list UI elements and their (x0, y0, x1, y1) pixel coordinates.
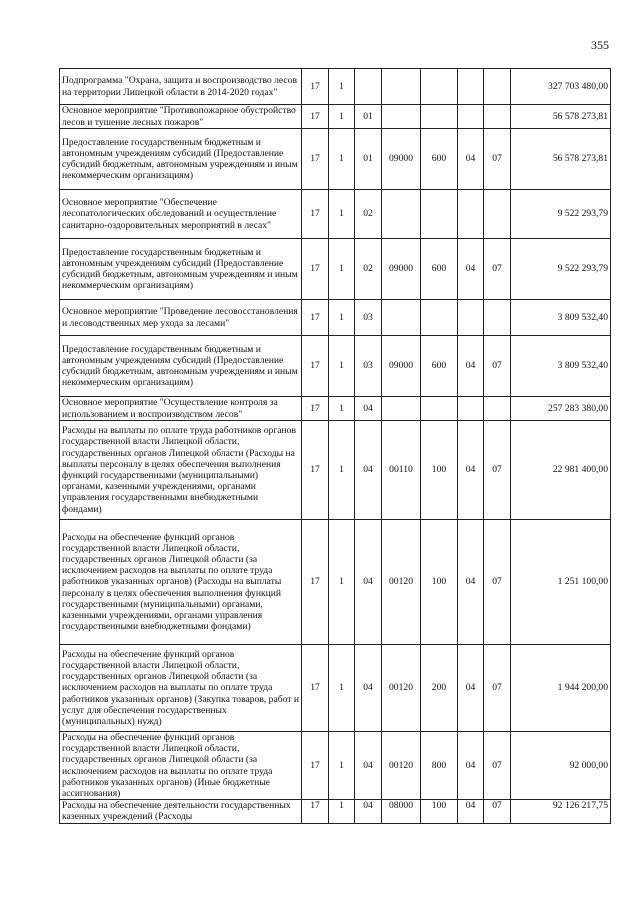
subsection-code: 02 (355, 190, 382, 239)
subsection-code: 04 (355, 397, 382, 421)
subsection-code: 03 (355, 300, 382, 336)
division-code (458, 105, 484, 129)
table-row (60, 300, 611, 336)
expense-type-code: 100 (421, 520, 458, 645)
chapter-code: 17 (302, 421, 329, 520)
expense-type-code (421, 105, 458, 129)
division-code (458, 300, 484, 336)
row-description: Основное мероприятие "Осуществление контроля за использованием и воспроизводством лесов" (60, 397, 302, 421)
section-code: 1 (329, 732, 355, 800)
table-row (60, 336, 611, 397)
chapter-code: 17 (302, 336, 329, 397)
section-code: 1 (329, 421, 355, 520)
page-number: 355 (591, 38, 609, 52)
table-row (60, 421, 611, 520)
target-item-code: 00120 (382, 520, 421, 645)
expense-type-code (421, 69, 458, 105)
section-code: 1 (329, 105, 355, 129)
target-item-code: 09000 (382, 239, 421, 300)
subsection-code: 03 (355, 336, 382, 397)
row-description: Основное мероприятие "Проведение лесовосстановления и лесоводственных мер ухода за лесами" (60, 300, 302, 336)
division-code: 04 (458, 732, 484, 800)
division-code (458, 69, 484, 105)
target-item-code (382, 397, 421, 421)
chapter-code: 17 (302, 520, 329, 645)
division-code: 04 (458, 239, 484, 300)
subdivision-code: 07 (484, 800, 511, 824)
subdivision-code: 07 (484, 645, 511, 732)
target-item-code (382, 190, 421, 239)
division-code: 04 (458, 800, 484, 824)
amount-value: 1 251 100,00 (511, 520, 611, 645)
division-code: 04 (458, 520, 484, 645)
expense-type-code: 800 (421, 732, 458, 800)
row-description: Предоставление государственным бюджетным и автономным учреждениям субсидий (Предоставление субсидий бюджетным, автономным учреждениям и иным некоммерческим организациям) (60, 129, 302, 190)
division-code (458, 190, 484, 239)
amount-value: 9 522 293,79 (511, 239, 611, 300)
subdivision-code: 07 (484, 520, 511, 645)
expense-type-code: 100 (421, 800, 458, 824)
division-code (458, 397, 484, 421)
subdivision-code: 07 (484, 239, 511, 300)
amount-value: 56 578 273,81 (511, 105, 611, 129)
row-description: Предоставление государственным бюджетным и автономным учреждениям субсидий (Предоставление субсидий бюджетным, автономным учреждениям и иным некоммерческим организациям) (60, 239, 302, 300)
division-code: 04 (458, 336, 484, 397)
table-row (60, 190, 611, 239)
expense-type-code (421, 190, 458, 239)
row-description: Основное мероприятие "Противопожарное обустройство лесов и тушение лесных пожаров" (60, 105, 302, 129)
expense-type-code: 200 (421, 645, 458, 732)
amount-value: 56 578 273,81 (511, 129, 611, 190)
row-description: Предоставление государственным бюджетным и автономным учреждениям субсидий (Предоставление субсидий бюджетным, автономным учреждениям и иным некоммерческим организациям) (60, 336, 302, 397)
target-item-code: 00110 (382, 421, 421, 520)
table-row (60, 800, 611, 824)
chapter-code: 17 (302, 300, 329, 336)
subdivision-code (484, 190, 511, 239)
subsection-code: 04 (355, 732, 382, 800)
amount-value: 22 981 400,00 (511, 421, 611, 520)
amount-value: 327 703 480,00 (511, 69, 611, 105)
target-item-code: 00120 (382, 732, 421, 800)
section-code: 1 (329, 300, 355, 336)
chapter-code: 17 (302, 239, 329, 300)
table-row (60, 397, 611, 421)
chapter-code: 17 (302, 732, 329, 800)
expense-type-code: 600 (421, 129, 458, 190)
chapter-code: 17 (302, 397, 329, 421)
amount-value: 3 809 532,40 (511, 336, 611, 397)
target-item-code (382, 300, 421, 336)
budget-table (59, 68, 611, 824)
section-code: 1 (329, 800, 355, 824)
section-code: 1 (329, 190, 355, 239)
section-code: 1 (329, 645, 355, 732)
subsection-code: 04 (355, 800, 382, 824)
expense-type-code: 100 (421, 421, 458, 520)
division-code: 04 (458, 421, 484, 520)
row-description: Расходы на обеспечение функций органов государственной власти Липецкой области, государственных органов Липецкой области (за исключением расходов на выплаты по оплате труда работников указанных органов) (Иные бюджетные ассигнования) (60, 732, 302, 800)
target-item-code: 09000 (382, 129, 421, 190)
expense-type-code (421, 300, 458, 336)
subsection-code: 04 (355, 520, 382, 645)
row-description: Основное мероприятие "Обеспечение лесопатологических обследований и осуществление санитарно-оздоровительных мероприятий в лесах" (60, 190, 302, 239)
section-code: 1 (329, 397, 355, 421)
table-row (60, 732, 611, 800)
subdivision-code: 07 (484, 129, 511, 190)
amount-value: 92 126 217,75 (511, 800, 611, 824)
division-code: 04 (458, 129, 484, 190)
subsection-code: 01 (355, 129, 382, 190)
row-description: Расходы на выплаты по оплате труда работников органов государственной власти Липецкой области, государственных органов Липецкой области (Расходы на выплаты персоналу в целях обеспечения выполнения функций государственными (муниципальными) органами, казенными учреждениями, органами управления государственными внебюджетными фондами) (60, 421, 302, 520)
table-row (60, 520, 611, 645)
table-row (60, 239, 611, 300)
subdivision-code (484, 105, 511, 129)
amount-value: 1 944 200,00 (511, 645, 611, 732)
subdivision-code (484, 69, 511, 105)
target-item-code: 09000 (382, 336, 421, 397)
row-description: Расходы на обеспечение функций органов государственной власти Липецкой области, государственных органов Липецкой области (за исключением расходов на выплаты по оплате труда работников указанных органов) (Расходы на выплаты персоналу в целях обеспечения выполнения функций государственными (муниципальными) органами, казенными учреждениями, органами управления государственными внебюджетными фондами) (60, 520, 302, 645)
subdivision-code (484, 300, 511, 336)
amount-value: 9 522 293,79 (511, 190, 611, 239)
expense-type-code: 600 (421, 239, 458, 300)
section-code: 1 (329, 69, 355, 105)
target-item-code: 08000 (382, 800, 421, 824)
amount-value: 92 000,00 (511, 732, 611, 800)
table-row (60, 129, 611, 190)
subdivision-code: 07 (484, 732, 511, 800)
subsection-code: 02 (355, 239, 382, 300)
table-row (60, 69, 611, 105)
row-description: Подпрограмма "Охрана, защита и воспроизводство лесов на территории Липецкой области в 2014-2020 годах" (60, 69, 302, 105)
expense-type-code: 600 (421, 336, 458, 397)
row-description: Расходы на обеспечение деятельности государственных казенных учреждений (Расходы (60, 800, 302, 824)
subsection-code: 01 (355, 105, 382, 129)
section-code: 1 (329, 239, 355, 300)
target-item-code (382, 105, 421, 129)
target-item-code: 00120 (382, 645, 421, 732)
subsection-code (355, 69, 382, 105)
chapter-code: 17 (302, 129, 329, 190)
subsection-code: 04 (355, 421, 382, 520)
chapter-code: 17 (302, 69, 329, 105)
section-code: 1 (329, 336, 355, 397)
expense-type-code (421, 397, 458, 421)
target-item-code (382, 69, 421, 105)
division-code: 04 (458, 645, 484, 732)
section-code: 1 (329, 520, 355, 645)
subdivision-code (484, 397, 511, 421)
row-description: Расходы на обеспечение функций органов государственной власти Липецкой области, государственных органов Липецкой области (за исключением расходов на выплаты по оплате труда работников указанных органов) (Закупка товаров, работ и услуг для обеспечения государственных (муниципальных) нужд) (60, 645, 302, 732)
amount-value: 3 809 532,40 (511, 300, 611, 336)
chapter-code: 17 (302, 105, 329, 129)
chapter-code: 17 (302, 800, 329, 824)
subsection-code: 04 (355, 645, 382, 732)
section-code: 1 (329, 129, 355, 190)
amount-value: 257 283 380,00 (511, 397, 611, 421)
chapter-code: 17 (302, 645, 329, 732)
table-row (60, 645, 611, 732)
table-row (60, 105, 611, 129)
subdivision-code: 07 (484, 421, 511, 520)
chapter-code: 17 (302, 190, 329, 239)
subdivision-code: 07 (484, 336, 511, 397)
